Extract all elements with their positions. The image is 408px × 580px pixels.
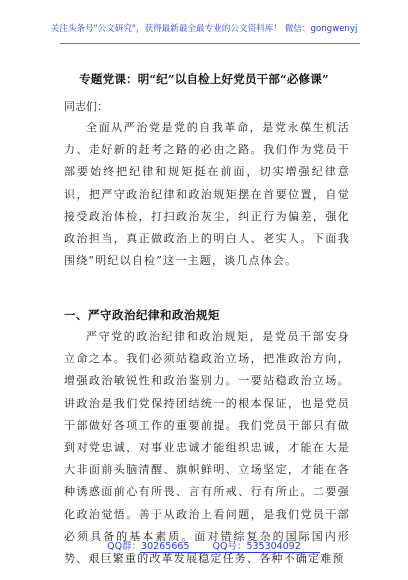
header-promo-note: 关注头条号"公文研究"，获得最新最全最专业的公文资料库！ 微信：gongwenyj bbox=[50, 24, 358, 34]
footer-underline bbox=[140, 552, 320, 553]
footer-qq-number: QQ号：535304092 bbox=[212, 541, 301, 552]
body-paragraph-2: 严守党的政治纪律和政治规矩，是党员干部安身立命之本。我们必须站稳政治立场，把准政治方向，增强政治敏锐性和政治鉴别力。一要站稳政治立场。讲政治是我们党保持团结统一的根本保证，也是党员干部做好各项工作的重要前提。我们党员干部只有做到对党忠诚，对事业忠诚才能组织忠诚，才能在大是大非面前头脑清醒、旗帜鲜明、立场坚定，才能在各种诱惑面前心有所畏、言有所戒、行有所止。二要强化政治觉悟。善于从政治上看问题，是我们党员干部必须具备的基本素质。面对错综复杂的国际国内形势、艰巨繁重的改革发展稳定任务、各种不确定难预 bbox=[64, 330, 350, 566]
footer-contact bbox=[0, 538, 408, 552]
section-heading: 一、严守政治纪律和政治规矩 bbox=[64, 308, 220, 322]
body-paragraph-1: 全面从严治党是党的自我革命，是党永葆生机活力、走好新的赶考之路的必由之路。我们作为党员干部要始终把纪律和规矩挺在前面，切实增强纪律意识，把严守政治纪律和政治规矩摆在首要位置，自觉接受政治体检，打扫政治灰尘，纠正行为偏差，强化政治担当，真正做政治上的明白人、老实人。下面我围绕“明纪以自检”这一主题，谈几点体会。 bbox=[64, 121, 350, 268]
salutation: 同志们： bbox=[64, 100, 108, 113]
header-divider bbox=[60, 43, 360, 44]
footer-qq-group: QQ群：30265665 bbox=[107, 541, 190, 552]
document-title: 专题党课：明“纪”以自检上好党员干部“必修课” bbox=[79, 72, 329, 86]
